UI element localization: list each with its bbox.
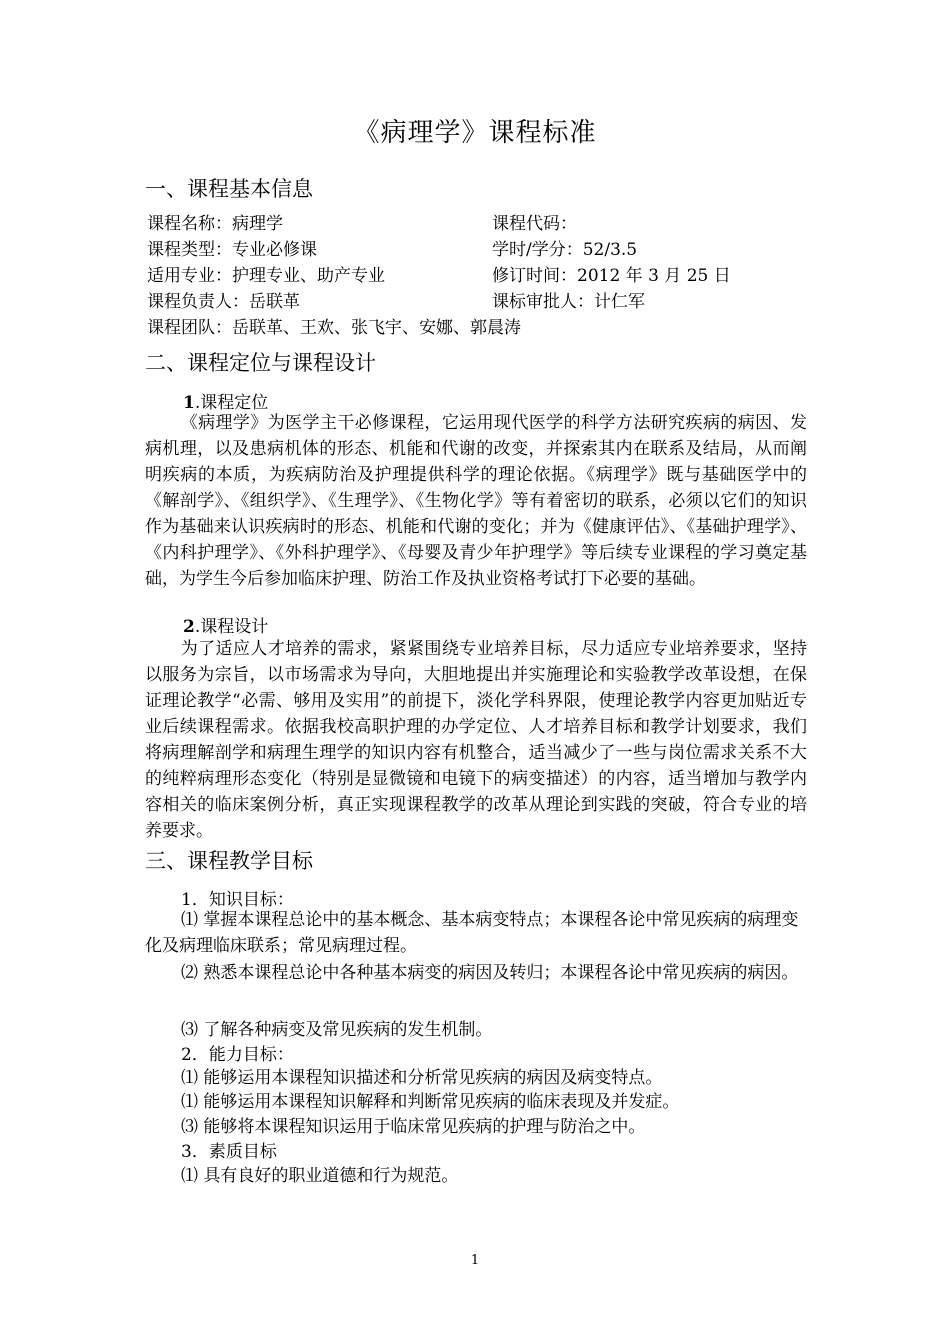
subheading-text: .课程定位 bbox=[194, 393, 269, 413]
section-2-heading: 二、课程定位与课程设计 bbox=[145, 351, 376, 375]
quality-goals-title: 3．素质目标 bbox=[181, 1142, 277, 1162]
course-type: 课程类型：专业必修课 bbox=[147, 240, 317, 260]
course-team: 课程团队：岳联革、王欢、张飞宇、安娜、郭晨涛 bbox=[147, 318, 521, 338]
subheading-number: 2 bbox=[183, 617, 195, 637]
paragraph-course-positioning: 《病理学》为医学主干必修课程，它运用现代医学的科学方法研究疾病的病因、发病机理，以及患病机体的形态、机能和代谢的改变，并探索其内在联系及结局，从而阐明疾病的本质，为疾病防治及护理提供科学的理论依据。《病理学》既与基础医学中的《解剖学》、《组织学》、《生理学》、《生物化学》等有着密切的联系，必须以它们的知识作为基础来认识疾病时的形态、机能和代谢的变化；并为《健康评估》、《基础护理学》、《内科护理学》、《外科护理学》、《母婴及青少年护理学》等后续专业课程的学习奠定基础，为学生今后参加临床护理、防治工作及执业资格考试打下必要的基础。 bbox=[145, 413, 807, 589]
ability-goal-2: ⑴ 能够运用本课程知识解释和判断常见疾病的临床表现及并发症。 bbox=[181, 1092, 680, 1112]
revision-date: 修订时间：2012 年 3 月 25 日 bbox=[492, 266, 731, 286]
knowledge-goal-2: ⑵ 熟悉本课程总论中各种基本病变的病因及转归；本课程各论中常见疾病的病因。 bbox=[181, 963, 799, 983]
course-hours: 学时/学分：52/3.5 bbox=[492, 240, 638, 260]
quality-goal-1: ⑴ 具有良好的职业道德和行为规范。 bbox=[181, 1166, 459, 1186]
knowledge-goal-1: ⑴ 掌握本课程总论中的基本概念、基本病变特点；本课程各论中常见疾病的病理变化及病理临床联系；常见病理过程。 bbox=[145, 910, 799, 956]
paragraph-course-design: 为了适应人才培养的需求，紧紧围绕专业培养目标，尽力适应专业培养要求，坚持以服务为宗旨，以市场需求为导向，大胆地提出并实施理论和实验教学改革设想，在保证理论教学“必需、够用及实用”的前提下，淡化学科界限，使理论教学内容更加贴近专业后续课程需求。依据我校高职护理的办学定位、人才培养目标和教学计划要求，我们将病理解剖学和病理生理学的知识内容有机整合，适当减少了一些与岗位需求关系不大的纯粹病理形态变化（特别是显微镜和电镜下的病变描述）的内容，适当增加与教学内容相关的临床案例分析，真正实现课程教学的改革从理论到实践的突破，符合专业的培养要求。 bbox=[145, 639, 807, 841]
course-code: 课程代码： bbox=[492, 214, 577, 234]
subheading-course-design bbox=[183, 612, 268, 637]
page-number: 1 bbox=[470, 1253, 480, 1268]
knowledge-goals-title: 1．知识目标： bbox=[181, 890, 294, 910]
course-info-block bbox=[147, 211, 807, 341]
ability-goals-title: 2．能力目标： bbox=[181, 1045, 294, 1065]
subheading-text: .课程设计 bbox=[194, 617, 269, 637]
course-leader: 课程负责人：岳联革 bbox=[147, 292, 300, 312]
ability-goal-3: ⑶ 能够将本课程知识运用于临床常见疾病的护理与防治之中。 bbox=[181, 1117, 646, 1137]
section-3-heading: 三、课程教学目标 bbox=[145, 849, 313, 873]
document-title: 《病理学》课程标准 bbox=[353, 118, 597, 148]
section-1-heading: 一、课程基本信息 bbox=[145, 177, 313, 201]
course-major: 适用专业：护理专业、助产专业 bbox=[147, 266, 385, 286]
course-name: 课程名称：病理学 bbox=[147, 214, 283, 234]
knowledge-goal-3: ⑶ 了解各种病变及常见疾病的发生机制。 bbox=[181, 1020, 493, 1040]
course-approver: 课标审批人：计仁军 bbox=[492, 292, 645, 312]
ability-goal-1: ⑴ 能够运用本课程知识描述和分析常见疾病的病因及病变特点。 bbox=[181, 1068, 663, 1088]
subheading-number: 1 bbox=[183, 393, 195, 413]
